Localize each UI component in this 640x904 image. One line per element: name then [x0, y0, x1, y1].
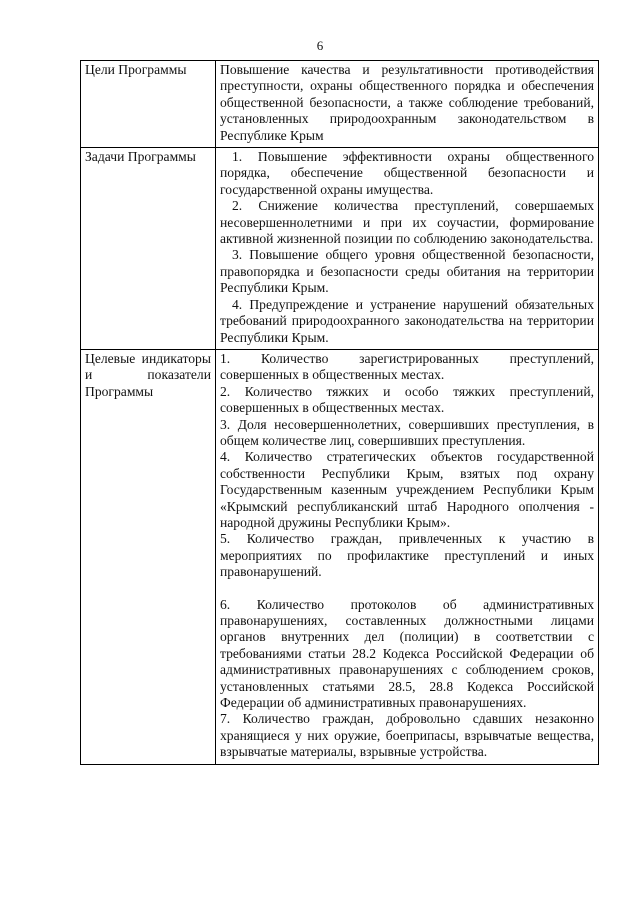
paragraph-gap: [220, 581, 594, 597]
row-value-cell: [216, 349, 599, 764]
row-value-cell: [216, 148, 599, 350]
row-label: Цели Программы: [85, 62, 187, 77]
page-number: 6: [316, 38, 324, 53]
row-label-cell: [81, 61, 216, 148]
task-item: 1. Повышение эффективности охраны общественного порядка, обеспечение общественной безопасности и государственной охраны имущества.: [220, 149, 594, 197]
indicator-item: 4. Количество стратегических объектов государственной собственности Республики Крым, взятых под охрану Государственным казенным учреждением Республики Крым «Крымский республиканский штаб Народного ополчения - народной дружины Республики Крым».: [220, 449, 594, 530]
indicator-item: 3. Доля несовершеннолетних, совершивших преступления, в общем количестве лиц, совершивших преступления.: [220, 416, 594, 448]
task-item: 4. Предупреждение и устранение нарушений обязательных требований природоохранного законодательства на территории Республики Крым.: [220, 296, 594, 345]
task-item: 3. Повышение общего уровня общественной безопасности, правопорядка и безопасности среды обитания на территории Республики Крым.: [220, 247, 594, 296]
indicator-item: 5. Количество граждан, привлеченных к участию в мероприятиях по профилактике преступлений и иных правонарушений.: [220, 531, 594, 580]
row-value-cell: [216, 61, 599, 148]
program-passport-table: [80, 60, 599, 765]
row-label-cell: [81, 148, 216, 350]
indicator-item: 7. Количество граждан, добровольно сдавших незаконно хранящиеся у них оружие, боеприпасы, взрывчатые вещества, взрывчатые материалы, взрывные устройства.: [220, 711, 594, 760]
row-label: Целевые индикаторы и показатели Программы: [85, 350, 211, 399]
indicator-item: 2. Количество тяжких и особо тяжких преступлений, совершенных в общественных местах.: [220, 383, 594, 416]
row-label-cell: [81, 349, 216, 764]
indicator-item: 6. Количество протоколов об административных правонарушениях, составленных должностными лицами органов внутренних дел (полиции) в соответствии с требованиями статьи 28.2 Кодекса Российской Федерации об административных правонарушениях с соблюдением сроков, установленных статьями 28.5, 28.8 Кодекса Российской Федерации об административных правонарушениях.: [220, 596, 594, 711]
table-row-goals: [81, 61, 599, 148]
task-item: 2. Снижение количества преступлений, совершаемых несовершеннолетними и при их соучастии, формирование активной жизненной позиции по соблюдению законодательства.: [220, 198, 594, 247]
table-row-tasks: [81, 148, 599, 350]
indicator-item: 1. Количество зарегистрированных преступлений, совершенных в общественных местах.: [220, 350, 594, 383]
table-row-indicators: [81, 349, 599, 764]
row-label: Задачи Программы: [85, 149, 196, 165]
goals-text: Повышение качества и результативности противодействия преступности, охраны общественного порядка и обеспечения общественной безопасности, а также соблюдение требований, установленных природоохранным законодательством в Республике Крым: [220, 62, 594, 143]
